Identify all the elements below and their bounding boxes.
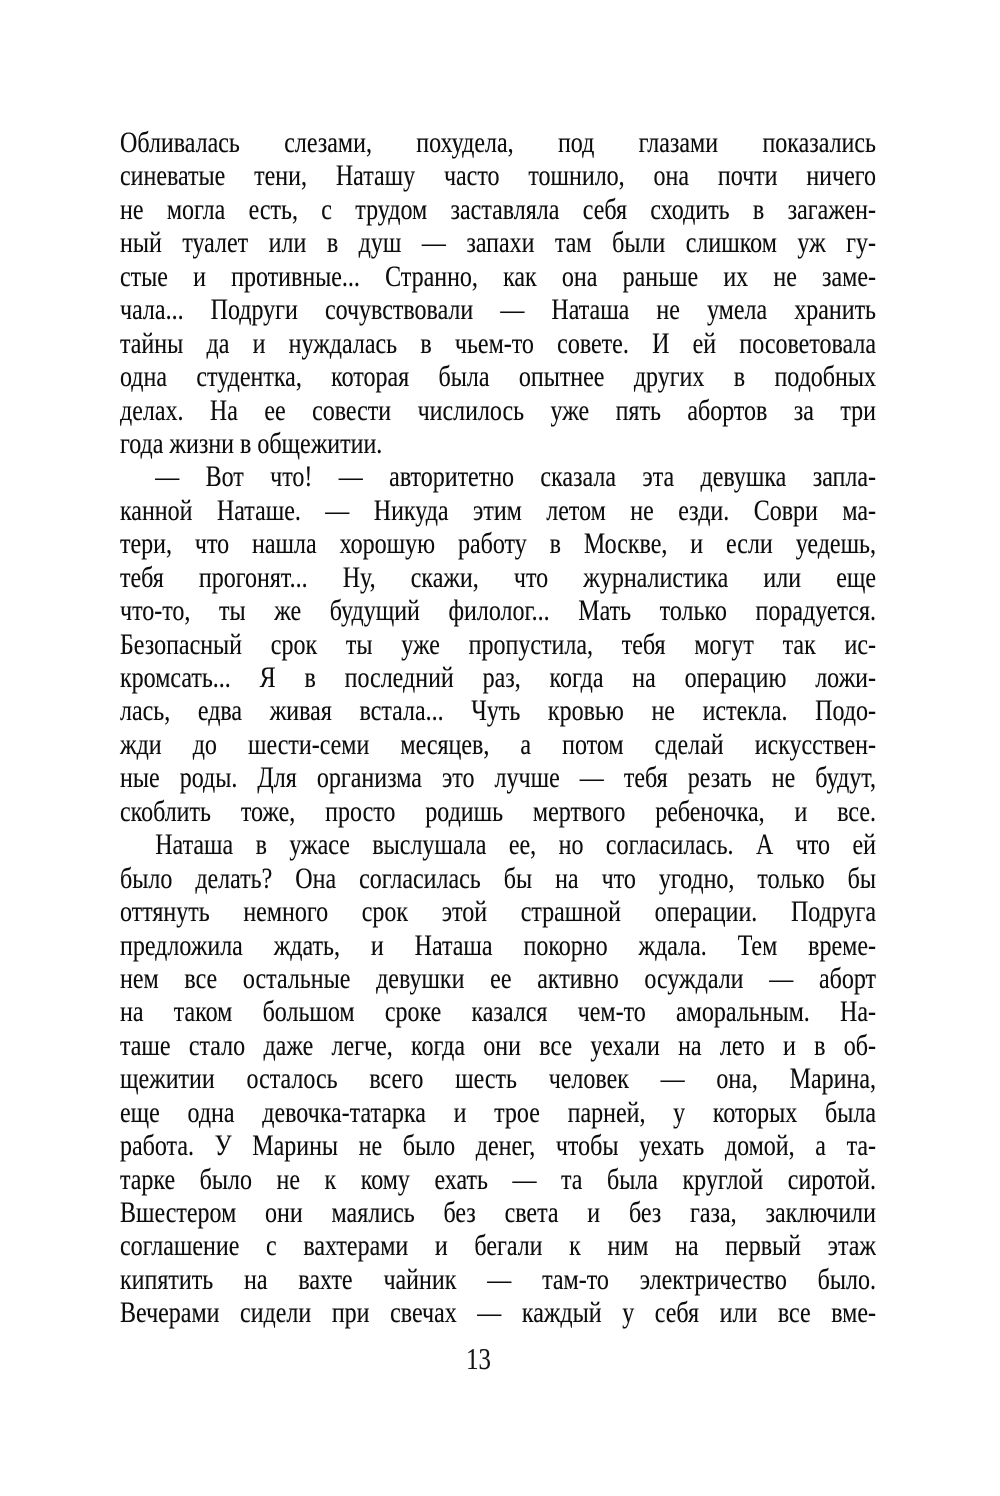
text-line: одна студентка, которая была опытнее других в подобных	[120, 360, 876, 394]
text-line: Наташа в ужасе выслушала ее, но согласилась. А что ей	[155, 828, 876, 862]
text-line: Вшестером они маялись без света и без газа, заключили	[120, 1196, 876, 1229]
text-line: — Вот что! — авторитетно сказала эта девушка запла-	[155, 460, 876, 494]
text-line: таше стало даже легче, когда они все уехали на лето и в об-	[120, 1028, 876, 1062]
text-line: предложила ждать, и Наташа покорно ждала. Тем време-	[120, 928, 876, 962]
text-line: Вечерами сидели при свечах — каждый у себя или все вме-	[120, 1296, 876, 1330]
page-number	[100, 1341, 856, 1377]
text-line: стые и противные... Странно, как она раньше их не заме-	[120, 259, 876, 293]
text-line: соглашение с вахтерами и бегали к ним на первый этаж	[120, 1229, 876, 1263]
text-line: нем все остальные девушки ее активно осуждали — аборт	[120, 961, 876, 995]
text-line: скоблить тоже, просто родишь мертвого ребеночка, и все.	[120, 794, 876, 828]
text-line: работа. У Марины не было денег, чтобы уехать домой, а та-	[120, 1129, 876, 1163]
text-line: канной Наташе. — Никуда этим летом не езди. Соври ма-	[120, 493, 876, 527]
text-line: оттянуть немного срок этой страшной операции. Подруга	[120, 895, 876, 929]
text-line: ный туалет или в душ — запахи там были слишком уж гу-	[120, 226, 876, 260]
text-line: еще одна девочка-татарка и трое парней, у которых была	[120, 1095, 876, 1129]
text-line: щежитии осталось всего шесть человек — она, Марина,	[120, 1062, 876, 1096]
text-line: года жизни в общежитии.	[120, 426, 383, 460]
text-line: тери, что нашла хорошую работу в Москве, и если уедешь,	[120, 527, 876, 561]
text-line: на таком большом сроке казался чем-то аморальным. На-	[120, 995, 876, 1029]
text-line: жди до шести-семи месяцев, а потом сделай искусствен-	[120, 727, 876, 761]
page-number-value: 13	[465, 1341, 491, 1376]
text-line: кромсать... Я в последний раз, когда на операцию ложи-	[120, 661, 876, 694]
text-line: было делать? Она согласилась бы на что угодно, только бы	[120, 861, 876, 895]
text-line: Обливалась слезами, похудела, под глазами показались	[120, 126, 876, 159]
text-line: тайны да и нуждалась в чьем-то совете. И ей посоветовала	[120, 326, 876, 360]
text-line: ные роды. Для организма это лучше — тебя резать не будут,	[120, 761, 876, 795]
text-line: что-то, ты же будущий филолог... Мать только порадуется.	[120, 594, 876, 628]
text-line: синеватые тени, Наташу часто тошнило, она почти ничего	[120, 159, 876, 193]
text-line: не могла есть, с трудом заставляла себя сходить в загажен-	[120, 192, 876, 226]
text-line: делах. На ее совести числилось уже пять абортов за три	[120, 393, 876, 427]
text-line: лась, едва живая встала... Чуть кровью не истекла. Подо-	[120, 694, 876, 728]
text-line: тарке было не к кому ехать — та была круглой сиротой.	[120, 1162, 876, 1196]
text-line: кипятить на вахте чайник — там-то электричество было.	[120, 1262, 876, 1296]
text-line: чала... Подруги сочувствовали — Наташа не умела хранить	[120, 293, 876, 327]
text-block	[120, 126, 876, 1330]
text-line: Безопасный срок ты уже пропустила, тебя могут так ис-	[120, 627, 876, 661]
text-line: тебя прогонят... Ну, скажи, что журналистика или еще	[120, 560, 876, 594]
